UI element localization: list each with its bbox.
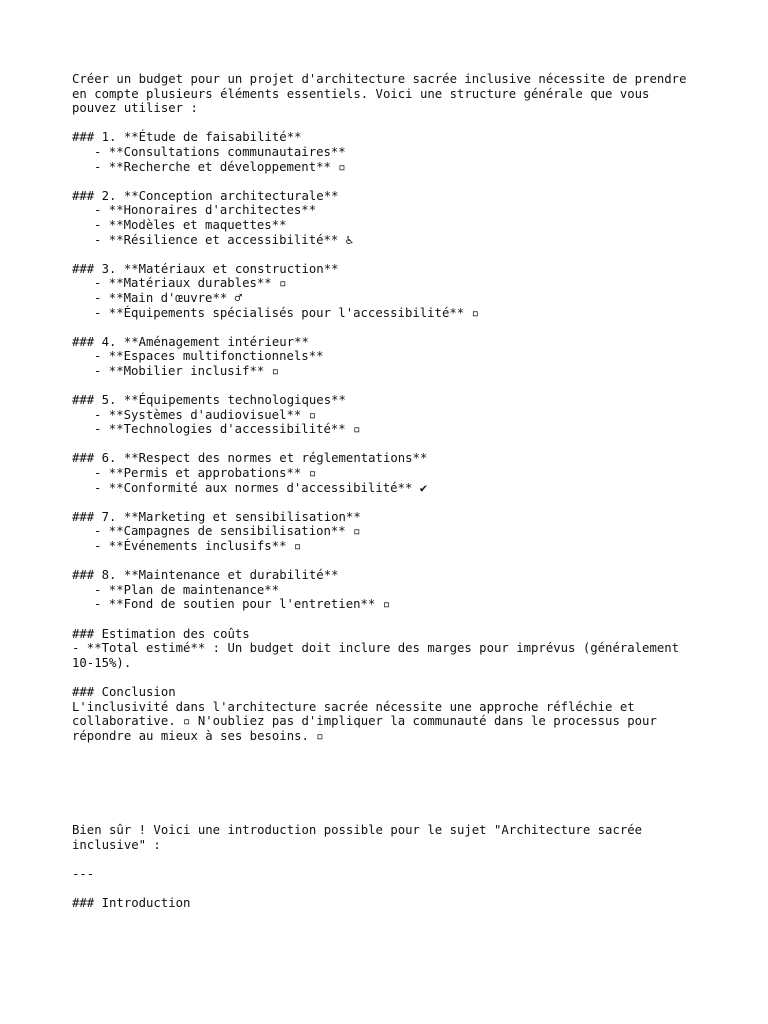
list-item: - **Modèles et maquettes** <box>94 217 287 232</box>
intro-line: en compte plusieurs éléments essentiels. Voici une structure générale que vous <box>72 86 650 101</box>
spacer <box>72 247 712 262</box>
list-item: - **Consultations communautaires** <box>94 144 346 159</box>
spacer <box>72 882 712 897</box>
spacer <box>72 853 712 868</box>
list-item: - **Résilience et accessibilité** ♿ <box>94 232 354 247</box>
list-item: - **Équipements spécialisés pour l'accessibilité** ▫ <box>94 305 479 320</box>
list-item: - **Matériaux durables** ▫ <box>94 276 287 291</box>
list-item: - **Honoraires d'architectes** <box>94 203 317 218</box>
spacer <box>72 554 712 569</box>
list-item: - **Conformité aux normes d'accessibilité** ✔ <box>94 480 428 495</box>
paragraph-line: - **Total estimé** : Un budget doit inclure des marges pour imprévus (généralement <box>72 641 680 656</box>
intro-line: pouvez utiliser : <box>72 101 198 116</box>
document-page <box>72 72 712 911</box>
spacer <box>72 437 712 452</box>
section-heading: ### Introduction <box>72 896 191 911</box>
section-heading: ### 8. **Maintenance et durabilité** <box>72 568 339 583</box>
intro-paragraph <box>72 72 712 116</box>
list-item: - **Événements inclusifs** ▫ <box>94 539 302 553</box>
section-heading: ### 2. **Conception architecturale** <box>72 188 339 203</box>
section-heading: ### 5. **Équipements technologiques** <box>72 393 346 408</box>
spacer <box>72 495 712 510</box>
list-item: - **Main d'œuvre** ♂ <box>94 290 243 305</box>
paragraph-line: L'inclusivité dans l'architecture sacrée nécessite une approche réfléchie et <box>72 699 635 714</box>
section-5 <box>72 393 712 437</box>
list-item: - **Systèmes d'audiovisuel** ▫ <box>94 407 317 422</box>
section-2 <box>72 189 712 247</box>
section-6 <box>72 451 712 495</box>
spacer <box>72 670 712 685</box>
section-heading: ### 4. **Aménagement intérieur** <box>72 334 309 349</box>
list-item: - **Permis et approbations** ▫ <box>94 466 317 481</box>
section-heading: ### 7. **Marketing et sensibilisation** <box>72 509 361 524</box>
list-item: - **Campagnes de sensibilisation** ▫ <box>94 524 361 539</box>
section-heading: ### 6. **Respect des normes et réglementations** <box>72 451 428 466</box>
separator: --- <box>72 867 95 882</box>
paragraph-line: collaborative. ▫ N'oubliez pas d'impliquer la communauté dans le processus pour <box>72 714 657 729</box>
list-item: - **Recherche et développement** ▫ <box>94 159 346 174</box>
spacer <box>72 174 712 189</box>
followup-section <box>72 823 712 911</box>
list-item: - **Plan de maintenance** <box>94 582 280 597</box>
spacer <box>72 320 712 335</box>
section-4 <box>72 335 712 379</box>
section-8 <box>72 568 712 612</box>
list-item: - **Technologies d'accessibilité** ▫ <box>94 422 361 437</box>
section-heading: ### 3. **Matériaux et construction** <box>72 261 339 276</box>
section-3 <box>72 262 712 320</box>
section-heading: ### 1. **Étude de faisabilité** <box>72 130 302 145</box>
spacer <box>72 116 712 131</box>
list-item: - **Mobilier inclusif** ▫ <box>94 363 280 378</box>
list-item: - **Espaces multifonctionnels** <box>94 349 324 364</box>
paragraph-line: inclusive" : <box>72 837 161 852</box>
cost-estimate-section <box>72 627 712 671</box>
list-item: - **Fond de soutien pour l'entretien** ▫ <box>94 597 391 612</box>
spacer <box>72 612 712 627</box>
spacer <box>72 378 712 393</box>
intro-line: Créer un budget pour un projet d'architecture sacrée inclusive nécessite de prendre <box>72 72 687 86</box>
paragraph-line: 10-15%). <box>72 655 132 670</box>
section-7 <box>72 510 712 554</box>
spacer <box>72 743 712 823</box>
conclusion-section <box>72 685 712 743</box>
paragraph-line: Bien sûr ! Voici une introduction possible pour le sujet "Architecture sacrée <box>72 823 643 838</box>
paragraph-line: répondre au mieux à ses besoins. ▫ <box>72 728 324 743</box>
section-heading: ### Conclusion <box>72 684 176 699</box>
section-heading: ### Estimation des coûts <box>72 626 250 641</box>
section-1 <box>72 130 712 174</box>
